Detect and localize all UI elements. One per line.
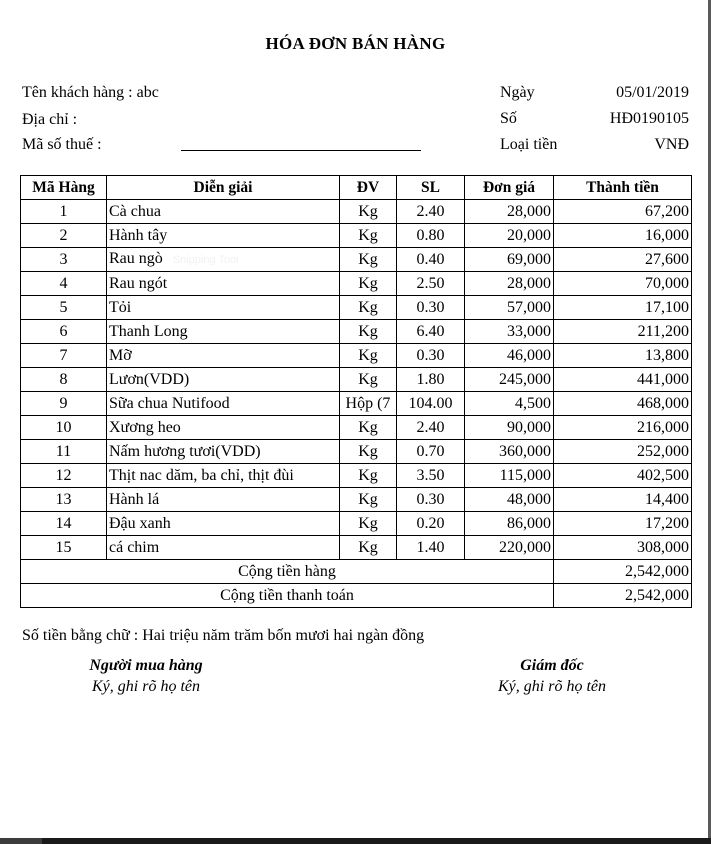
- item-code: [21, 536, 107, 560]
- item-amount: [554, 416, 692, 440]
- item-unit-price: [465, 536, 554, 560]
- table-row: [21, 344, 692, 368]
- item-unit-price: [465, 464, 554, 488]
- item-description: [107, 536, 340, 560]
- item-unit-price: [465, 200, 554, 224]
- item-amount-text: 402,500: [637, 466, 689, 484]
- item-unit-price-text: 360,000: [499, 442, 551, 460]
- item-code-text: 9: [59, 394, 68, 412]
- item-description-text: Cà chua: [109, 202, 161, 220]
- item-code: [21, 368, 107, 392]
- item-unit-price: [465, 248, 554, 272]
- item-amount-text: 216,000: [637, 418, 689, 436]
- table-row: [21, 416, 692, 440]
- item-amount: [554, 344, 692, 368]
- item-unit-price: [465, 512, 554, 536]
- item-quantity-text: 0.30: [416, 298, 445, 316]
- header-unit-price: Đơn giá: [465, 176, 554, 200]
- item-amount: [554, 536, 692, 560]
- item-code: [21, 512, 107, 536]
- item-description: [107, 320, 340, 344]
- item-description-text: Hành lá: [109, 490, 160, 508]
- header-description: Diễn giải: [107, 176, 340, 200]
- item-quantity-text: 0.30: [416, 346, 445, 364]
- item-description: [107, 368, 340, 392]
- item-unit-price-text: 57,000: [507, 298, 551, 316]
- item-quantity: [397, 392, 465, 416]
- item-amount: [554, 368, 692, 392]
- date-value: 05/01/2019: [616, 84, 689, 101]
- item-quantity-text: 2.40: [416, 202, 445, 220]
- item-quantity: [397, 464, 465, 488]
- snipping-tool-watermark: Snipping Tool: [172, 254, 239, 266]
- table-row: [21, 392, 692, 416]
- item-code: [21, 416, 107, 440]
- item-code-text: 5: [59, 298, 68, 316]
- address-label: Địa chỉ :: [22, 111, 78, 128]
- item-unit: [340, 296, 397, 320]
- item-description: [107, 512, 340, 536]
- item-amount-text: 211,200: [637, 322, 689, 340]
- item-quantity: [397, 320, 465, 344]
- table-row: [21, 536, 692, 560]
- amount-in-words: [22, 627, 424, 645]
- item-unit-price: [465, 488, 554, 512]
- amount-words-label: Số tiền bằng chữ :: [22, 627, 139, 644]
- item-unit-price-text: 69,000: [507, 250, 551, 268]
- item-unit-price: [465, 296, 554, 320]
- item-amount-text: 468,000: [637, 394, 689, 412]
- table-row: [21, 488, 692, 512]
- item-code-text: 2: [59, 226, 68, 244]
- item-code: [21, 344, 107, 368]
- item-quantity: [397, 512, 465, 536]
- item-code: [21, 248, 107, 272]
- item-amount: [554, 272, 692, 296]
- item-quantity-text: 0.20: [416, 514, 445, 532]
- item-code: [21, 464, 107, 488]
- item-amount: [554, 224, 692, 248]
- item-unit-price-text: 220,000: [499, 538, 551, 556]
- item-code-text: 1: [59, 202, 68, 220]
- item-description-text: Rau ngót: [109, 274, 168, 292]
- item-unit: [340, 224, 397, 248]
- item-description: [107, 200, 340, 224]
- item-code-text: 14: [55, 514, 72, 532]
- item-amount-text: 252,000: [637, 442, 689, 460]
- director-note: Ký, ghi rõ họ tên: [498, 678, 606, 695]
- item-unit-price-text: 90,000: [507, 418, 551, 436]
- item-description: [107, 488, 340, 512]
- item-unit-price: [465, 344, 554, 368]
- item-description-text: Thanh Long: [109, 322, 188, 340]
- item-description-text: Rau ngò: [109, 250, 163, 267]
- subtotal-value: 2,542,000: [554, 560, 692, 584]
- item-code-text: 4: [59, 274, 68, 292]
- item-code-text: 10: [55, 418, 72, 436]
- item-description-text: Hành tây: [109, 226, 168, 244]
- item-description-text: Xương heo: [109, 418, 181, 436]
- item-quantity-text: 0.40: [416, 250, 445, 268]
- item-description-text: Thịt nac dăm, ba chỉ, thịt đùi: [109, 466, 294, 484]
- item-unit: [340, 416, 397, 440]
- item-unit: [340, 368, 397, 392]
- header-code: Mã Hàng: [21, 176, 107, 200]
- table-row: [21, 368, 692, 392]
- item-unit: [340, 536, 397, 560]
- tax-code-label: Mã số thuế :: [22, 136, 102, 153]
- item-unit-text: Hộp (7: [345, 394, 391, 412]
- invoice-title: HÓA ĐƠN BÁN HÀNG: [265, 34, 446, 53]
- item-description-text: Mỡ: [109, 346, 132, 364]
- item-unit-text: Kg: [358, 538, 378, 556]
- window-edge-bottom-left: [0, 838, 42, 844]
- item-quantity: [397, 488, 465, 512]
- total-label: Cộng tiền thanh toán: [21, 584, 554, 608]
- item-description: [107, 248, 340, 272]
- item-quantity: [397, 536, 465, 560]
- item-code: [21, 320, 107, 344]
- item-amount-text: 17,100: [645, 298, 689, 316]
- item-unit-price-text: 20,000: [507, 226, 551, 244]
- item-amount: [554, 392, 692, 416]
- item-description: [107, 416, 340, 440]
- window-edge-bottom: [0, 838, 711, 844]
- item-quantity: [397, 200, 465, 224]
- item-amount-text: 308,000: [637, 538, 689, 556]
- item-unit: [340, 464, 397, 488]
- item-unit-price-text: 28,000: [507, 202, 551, 220]
- item-unit-price: [465, 392, 554, 416]
- date-label: Ngày: [500, 84, 535, 101]
- item-unit-text: Kg: [358, 346, 378, 364]
- buyer-role: Người mua hàng: [89, 657, 203, 674]
- item-quantity-text: 6.40: [416, 322, 445, 340]
- item-amount-text: 17,200: [645, 514, 689, 532]
- invoice-number-label: Số: [500, 110, 517, 127]
- item-amount-text: 13,800: [645, 346, 689, 364]
- item-code-text: 3: [59, 250, 68, 268]
- item-quantity: [397, 272, 465, 296]
- item-quantity-text: 0.80: [416, 226, 445, 244]
- item-unit: [340, 392, 397, 416]
- item-quantity: [397, 296, 465, 320]
- item-unit-price: [465, 224, 554, 248]
- item-description-text: Sữa chua Nutifood: [109, 394, 230, 412]
- subtotal-row: [21, 560, 692, 584]
- item-code-text: 8: [59, 370, 68, 388]
- table-row: [21, 320, 692, 344]
- buyer-note: Ký, ghi rõ họ tên: [92, 678, 200, 695]
- item-amount-text: 67,200: [645, 202, 689, 220]
- item-quantity: [397, 368, 465, 392]
- item-unit: [340, 488, 397, 512]
- item-amount-text: 16,000: [645, 226, 689, 244]
- customer-field: [22, 83, 159, 103]
- item-code: [21, 392, 107, 416]
- currency-value: VNĐ: [654, 136, 689, 153]
- item-description: [107, 344, 340, 368]
- item-code-text: 6: [59, 322, 68, 340]
- item-quantity-text: 2.40: [416, 418, 445, 436]
- item-amount-text: 70,000: [645, 274, 689, 292]
- amount-words-value: Hai triệu năm trăm bốn mươi hai ngàn đồng: [142, 627, 425, 644]
- item-unit: [340, 248, 397, 272]
- item-unit-text: Kg: [358, 442, 378, 460]
- item-unit-text: Kg: [358, 274, 378, 292]
- item-amount-text: 441,000: [637, 370, 689, 388]
- item-code: [21, 224, 107, 248]
- item-unit-price: [465, 272, 554, 296]
- item-unit-price: [465, 320, 554, 344]
- table-header-row: [21, 176, 692, 200]
- item-quantity-text: 104.00: [408, 394, 453, 412]
- currency-label: Loại tiền: [500, 136, 558, 153]
- item-unit: [340, 200, 397, 224]
- item-quantity: [397, 224, 465, 248]
- item-code-text: 7: [59, 346, 68, 364]
- table-row: [21, 440, 692, 464]
- item-unit-price-text: 33,000: [507, 322, 551, 340]
- customer-value: abc: [136, 84, 159, 101]
- item-unit-text: Kg: [358, 490, 378, 508]
- item-unit-price: [465, 440, 554, 464]
- item-unit-text: Kg: [358, 298, 378, 316]
- item-amount: [554, 320, 692, 344]
- subtotal-label: Cộng tiền hàng: [21, 560, 554, 584]
- table-row: [21, 296, 692, 320]
- table-row: [21, 224, 692, 248]
- item-description: [107, 224, 340, 248]
- item-code-text: 13: [55, 490, 72, 508]
- director-signature-block: [462, 657, 642, 696]
- item-amount: [554, 248, 692, 272]
- item-quantity: [397, 440, 465, 464]
- table-row: [21, 200, 692, 224]
- item-quantity-text: 2.50: [416, 274, 445, 292]
- item-unit-text: Kg: [358, 322, 378, 340]
- item-unit-price: [465, 368, 554, 392]
- buyer-signature-block: [56, 657, 236, 696]
- item-unit-text: Kg: [358, 250, 378, 268]
- item-amount-text: 27,600: [645, 250, 689, 268]
- table-row: [21, 248, 692, 272]
- item-unit-text: Kg: [358, 202, 378, 220]
- item-code: [21, 440, 107, 464]
- item-quantity-text: 0.30: [416, 490, 445, 508]
- item-code: [21, 200, 107, 224]
- header-quantity: SL: [397, 176, 465, 200]
- item-unit-price-text: 115,000: [499, 466, 551, 484]
- tax-code-blank-line: [181, 150, 421, 151]
- item-amount: [554, 200, 692, 224]
- customer-label: Tên khách hàng :: [22, 84, 133, 101]
- item-amount: [554, 512, 692, 536]
- item-code-text: 12: [55, 466, 72, 484]
- item-description-text: cá chim: [109, 538, 160, 556]
- item-amount-text: 14,400: [645, 490, 689, 508]
- item-unit-price-text: 86,000: [507, 514, 551, 532]
- item-quantity-text: 1.80: [416, 370, 445, 388]
- item-unit: [340, 344, 397, 368]
- item-amount: [554, 296, 692, 320]
- item-description-text: Tỏi: [109, 298, 132, 316]
- table-row: [21, 272, 692, 296]
- item-unit-price: [465, 416, 554, 440]
- item-unit: [340, 512, 397, 536]
- item-code-text: 11: [55, 442, 72, 460]
- item-unit-price-text: 48,000: [507, 490, 551, 508]
- invoice-table: [20, 175, 692, 608]
- item-unit: [340, 320, 397, 344]
- item-amount: [554, 464, 692, 488]
- item-unit-price-text: 245,000: [499, 370, 551, 388]
- item-description: [107, 296, 340, 320]
- table-row: [21, 512, 692, 536]
- item-quantity: [397, 344, 465, 368]
- item-quantity-text: 0.70: [416, 442, 445, 460]
- item-description: [107, 464, 340, 488]
- item-unit-text: Kg: [358, 466, 378, 484]
- item-description: [107, 272, 340, 296]
- item-description: [107, 440, 340, 464]
- item-quantity-text: 3.50: [416, 466, 445, 484]
- item-unit-text: Kg: [358, 514, 378, 532]
- header-amount: Thành tiền: [554, 176, 692, 200]
- item-code: [21, 296, 107, 320]
- item-description-text: Đậu xanh: [109, 514, 171, 532]
- director-role: Giám đốc: [520, 657, 584, 674]
- item-unit-price-text: 46,000: [507, 346, 551, 364]
- item-unit: [340, 272, 397, 296]
- total-value: 2,542,000: [554, 584, 692, 608]
- item-quantity-text: 1.40: [416, 538, 445, 556]
- item-unit-text: Kg: [358, 370, 378, 388]
- item-unit-price-text: 4,500: [515, 394, 551, 412]
- item-code-text: 15: [55, 538, 72, 556]
- header-unit: ĐV: [340, 176, 397, 200]
- table-row: [21, 464, 692, 488]
- item-quantity: [397, 416, 465, 440]
- total-row: [21, 584, 692, 608]
- item-unit-price-text: 28,000: [507, 274, 551, 292]
- item-unit-text: Kg: [358, 226, 378, 244]
- item-code: [21, 272, 107, 296]
- item-code: [21, 488, 107, 512]
- item-description-text: Lươn(VDD): [109, 370, 190, 388]
- item-description-text: Nấm hương tươi(VDD): [109, 442, 261, 460]
- item-quantity: [397, 248, 465, 272]
- item-unit: [340, 440, 397, 464]
- item-amount: [554, 488, 692, 512]
- item-unit-text: Kg: [358, 418, 378, 436]
- item-description: [107, 392, 340, 416]
- item-amount: [554, 440, 692, 464]
- invoice-number-value: HĐ0190105: [609, 110, 689, 127]
